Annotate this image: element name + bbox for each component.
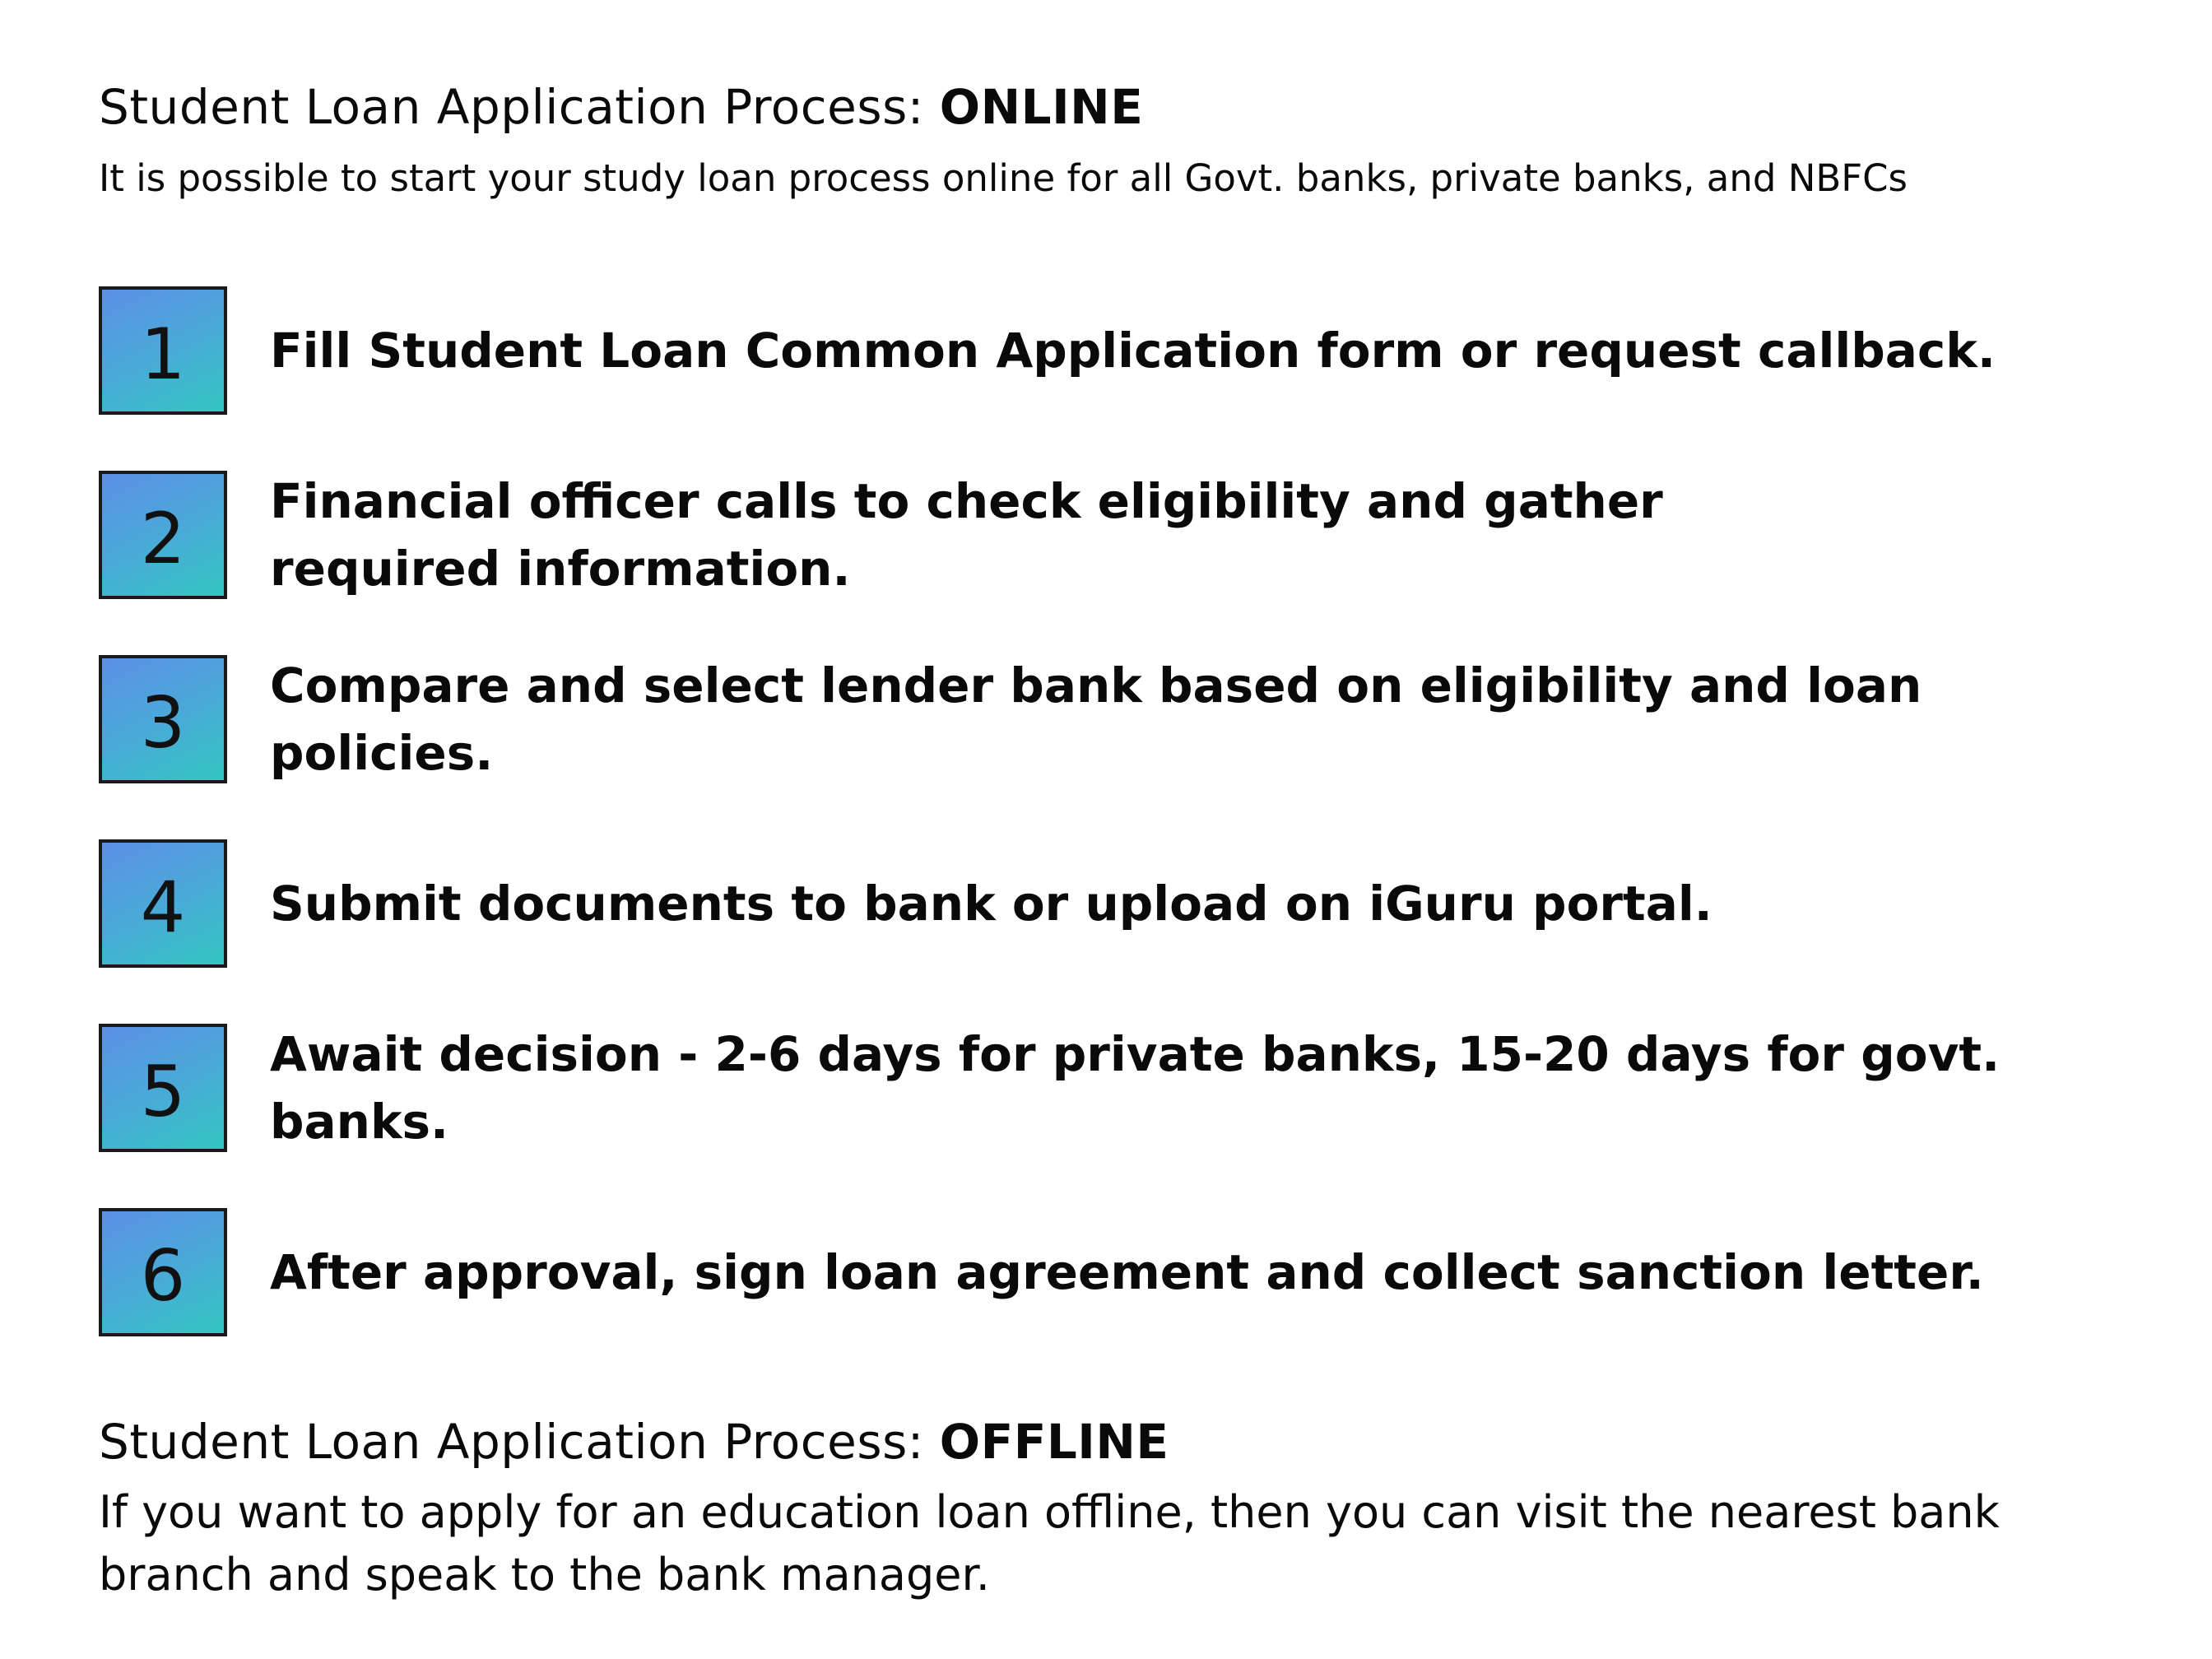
- offline-section-title: [99, 1414, 1169, 1470]
- step-text: Fill Student Loan Common Application form or request callback.: [270, 323, 1996, 379]
- offline-title-mode: OFFLINE: [939, 1414, 1169, 1470]
- step-number-box: [99, 1208, 227, 1336]
- step-number: 3: [140, 682, 186, 764]
- offline-title-prefix: Student Loan Application Process:: [99, 1414, 940, 1470]
- step-number-box: [99, 655, 227, 783]
- step-number-box: [99, 1024, 227, 1152]
- online-title-mode: ONLINE: [939, 79, 1144, 135]
- step-number-box: [99, 471, 227, 599]
- step-number-box: [99, 286, 227, 415]
- online-section-title: [99, 79, 1143, 135]
- step-text: Financial officer calls to check eligibility and gather required information.: [270, 473, 1663, 597]
- step-text: Compare and select lender bank based on eligibility and loan policies.: [270, 658, 1922, 781]
- step-item: [99, 1208, 2156, 1336]
- step-item: [99, 1024, 2156, 1152]
- step-item: [99, 286, 2156, 415]
- step-text: After approval, sign loan agreement and collect sanction letter.: [270, 1244, 1984, 1300]
- step-number: 5: [140, 1051, 186, 1133]
- step-text: Await decision - 2-6 days for private banks, 15-20 days for govt. banks.: [270, 1026, 2001, 1150]
- step-item: [99, 839, 2156, 968]
- step-number-box: [99, 839, 227, 968]
- step-number: 4: [140, 867, 186, 949]
- offline-description: If you want to apply for an education loan offline, then you can visit the nearest bank branch and speak to the bank manager.: [99, 1486, 2000, 1601]
- step-item: [99, 471, 2156, 599]
- online-title-prefix: Student Loan Application Process:: [99, 79, 940, 135]
- step-text: Submit documents to bank or upload on iGuru portal.: [270, 876, 1712, 932]
- step-number: 2: [140, 498, 186, 580]
- step-number: 6: [140, 1235, 186, 1317]
- step-number: 1: [140, 314, 186, 396]
- online-description: It is possible to start your study loan process online for all Govt. banks, private banks, and NBFCs: [99, 156, 1908, 200]
- step-item: [99, 655, 2156, 783]
